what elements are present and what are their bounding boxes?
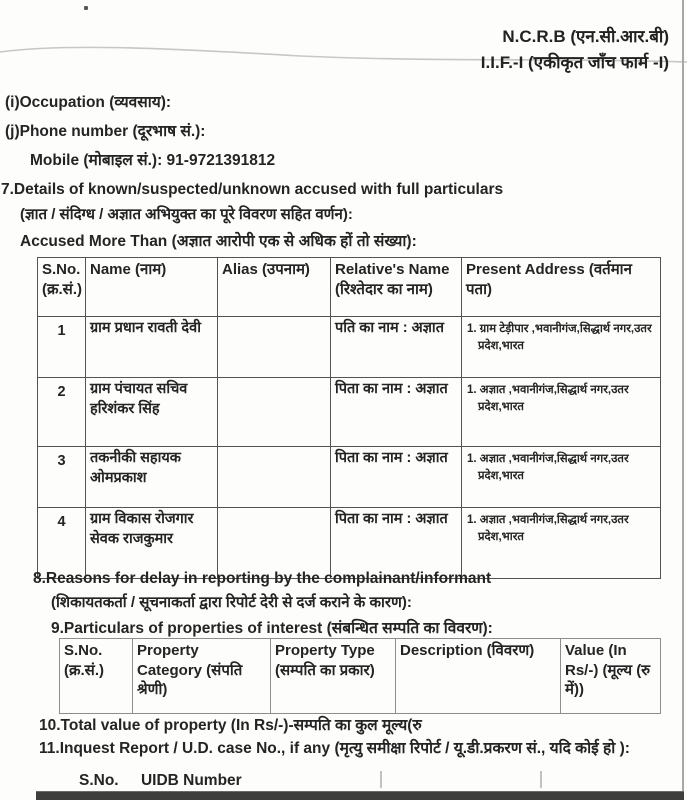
occupation-label: (i)Occupation (व्यवसाय): (5, 94, 172, 111)
cell-alias (218, 447, 331, 508)
col-header-property-type: Property Type (सम्पति का प्रकार) (271, 639, 396, 714)
property-table-header-row (60, 639, 661, 714)
col-header-address: Present Address (वर्तमान पता) (462, 258, 661, 317)
accused-table-header-row (38, 258, 661, 317)
col-header-sno: S.No. (क्र.सं.) (60, 639, 133, 714)
accused-table (37, 257, 661, 579)
cell-sno: 2 (38, 378, 86, 447)
col-header-name: Name (नाम) (86, 258, 218, 317)
section7-title: 7.Details of known/suspected/unknown accused with full particulars (1, 181, 504, 198)
section9-title: 9.Particulars of properties of interest (संबन्धित सम्पति का विवरण): (51, 620, 493, 637)
col-header-property-category: Property Category (संपति श्रेणी) (133, 639, 271, 714)
cell-name: तकनीकी सहायक ओमप्रकाश (86, 447, 218, 508)
property-table (59, 638, 661, 714)
uidb-sno-label: S.No. (79, 772, 119, 789)
mobile-value: 91-9721391812 (166, 152, 276, 169)
accused-row-4 (38, 508, 661, 579)
col-header-sno: S.No. (क्र.सं.) (38, 258, 86, 317)
phone-number-label: (j)Phone number (दूरभाष सं.): (5, 123, 206, 140)
section11-title: 11.Inquest Report / U.D. case No., if any (मृत्यु समीक्षा रिपोर्ट / यू.डी.प्रकरण सं., यदि कोई हो ): (39, 740, 630, 757)
cell-relative: पति का नाम : अज्ञात (331, 317, 462, 378)
form-header (481, 24, 669, 76)
cell-address: 1. अज्ञात ,भवानीगंज,सिद्धार्थ नगर,उतर प्रदेश,भारत (462, 378, 661, 447)
scan-speck (84, 6, 88, 10)
col-header-description: Description (विवरण) (396, 639, 561, 714)
mobile-line (30, 148, 275, 170)
section7-title-hindi: (ज्ञात / संदिग्ध / अज्ञात अभियुक्त का पूरे विवरण सहित वर्णन): (20, 206, 353, 223)
accused-row-3 (38, 447, 661, 508)
cell-sno: 4 (38, 508, 86, 579)
accused-more-than-label: Accused More Than (अज्ञात आरोपी एक से अधिक हों तो संख्या): (20, 233, 417, 250)
cell-alias (218, 317, 331, 378)
cell-relative: पिता का नाम : अज्ञात (331, 447, 462, 508)
accused-row-1 (38, 317, 661, 378)
col-header-alias: Alias (उपनाम) (218, 258, 331, 317)
header-org-line: N.C.R.B (एन.सी.आर.बी) (502, 27, 669, 46)
cell-address: 1. अज्ञात ,भवानीगंज,सिद्धार्थ नगर,उतर प्रदेश,भारत (462, 447, 661, 508)
cell-relative: पिता का नाम : अज्ञात (331, 378, 462, 447)
section10-title: 10.Total value of property (In Rs/-)-सम्पति का कुल मूल्य(रु (39, 717, 422, 734)
col-header-value: Value (In Rs/-) (मूल्य (रु में)) (561, 639, 661, 714)
cell-name: ग्राम विकास रोजगार सेवक राजकुमार (86, 508, 218, 579)
accused-row-2 (38, 378, 661, 447)
next-table-top-border (36, 791, 684, 800)
cell-sno: 1 (38, 317, 86, 378)
cell-relative: पिता का नाम : अज्ञात (331, 508, 462, 579)
cell-address: 1. ग्राम टेड़ीपार ,भवानीगंज,सिद्धार्थ नगर,उतर प्रदेश,भारत (462, 317, 661, 378)
faint-column-tick (540, 771, 542, 788)
uidb-header-line (79, 772, 242, 790)
cell-alias (218, 508, 331, 579)
cell-name: ग्राम प्रधान रावती देवी (86, 317, 218, 378)
faint-column-tick (380, 771, 382, 788)
section8-title-hindi: (शिकायतकर्ता / सूचनाकर्ता द्वारा रिपोर्ट देरी से दर्ज कराने के कारण): (51, 594, 412, 611)
uidb-number-label: UIDB Number (140, 772, 242, 789)
cell-sno: 3 (38, 447, 86, 508)
page-edge-scan-line (682, 0, 684, 800)
cell-address: 1. अज्ञात ,भवानीगंज,सिद्धार्थ नगर,उतर प्रदेश,भारत (462, 508, 661, 579)
col-header-relative: Relative's Name (रिश्तेदार का नाम) (331, 258, 462, 317)
cell-alias (218, 378, 331, 447)
cell-name: ग्राम पंचायत सचिव हरिशंकर सिंह (86, 378, 218, 447)
header-form-line: I.I.F.-I (एकीकृत जाँच फार्म -I) (480, 53, 669, 72)
mobile-label: Mobile (मोबाइल सं.): (30, 152, 163, 169)
section8-title: 8.Reasons for delay in reporting by the complainant/informant (33, 570, 492, 587)
